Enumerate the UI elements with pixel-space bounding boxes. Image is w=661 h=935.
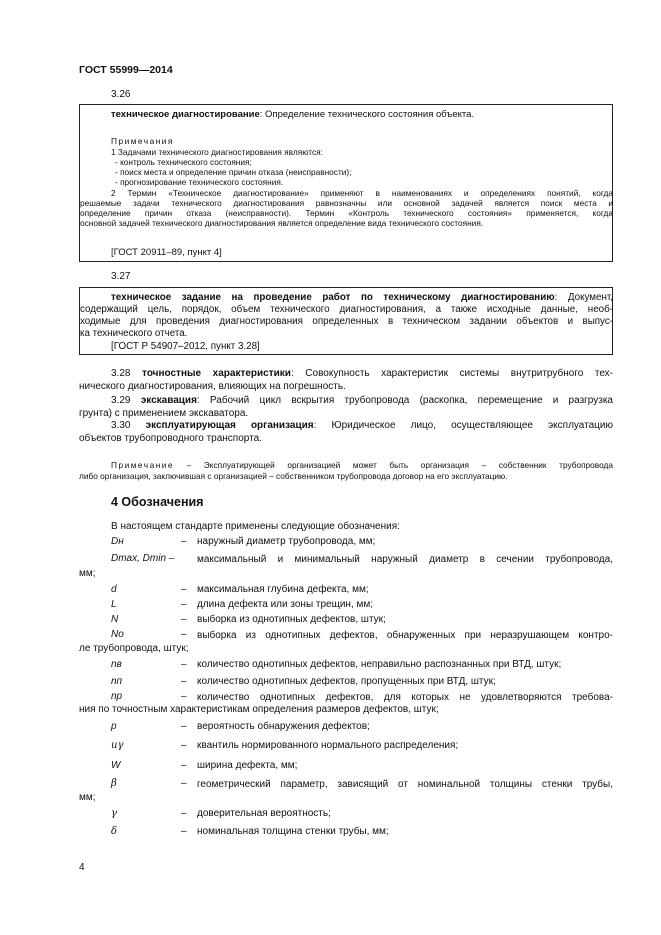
symbol-description-cont: ния по точностным характеристикам определения размеров дефектов, штук;	[79, 704, 439, 715]
term-3-26-note: - прогнозирование технического состояния.	[115, 177, 284, 187]
term-number-3-28: 3.28	[111, 368, 131, 379]
term-3-26-title: техническое диагностирование	[111, 109, 260, 120]
term-3-26-note: - поиск места и определение причин отказа (неисправности);	[115, 167, 352, 177]
term-3-28-definition: : Совокупность характеристик системы внутритрубного тех-	[290, 368, 613, 379]
symbol-dash: –	[181, 614, 187, 625]
symbol: L	[111, 599, 117, 610]
symbol: γ	[111, 808, 117, 819]
symbol: N	[111, 614, 119, 625]
symbol-dash: –	[181, 826, 187, 837]
term-3-27-line	[111, 292, 613, 303]
term-3-30-line	[111, 419, 613, 432]
symbol-dash: –	[181, 740, 187, 751]
symbol: p	[111, 721, 117, 732]
term-number-3-30: 3.30	[111, 420, 131, 431]
term-3-30-definition: : Юридическое лицо, осуществляющее эксплуатацию	[313, 420, 613, 431]
symbol-dash: –	[181, 629, 187, 640]
symbol-description: количество однотипных дефектов, для которых не удовлетворяются требова-	[197, 692, 613, 703]
symbol: nп	[111, 676, 123, 687]
note-3-30-cont: либо организация, заключившая с организацией – собственником трубопровода договор на его эксплуатацию.	[79, 471, 508, 481]
note-label: Примечание	[111, 460, 175, 470]
term-number-3-27: 3.27	[111, 271, 131, 282]
term-3-29-cont: грунта) с применением экскаватора.	[79, 408, 249, 419]
term-3-27-line: ходимые для проведения диагностирования определенных в техническом задании объектов и выпус-	[80, 316, 613, 327]
symbol-description: максимальный и минимальный наружный диаметр в сечении трубопровода,	[197, 554, 613, 565]
symbol-description: квантиль нормированного нормального распределения;	[197, 740, 459, 751]
term-3-27-source: [ГОСТ Р 54907–2012, пункт 3.28]	[111, 341, 260, 352]
symbol-dash: –	[181, 691, 187, 702]
symbol-description: геометрический параметр, зависящий от номинальной толщины стенки трубы,	[197, 779, 613, 790]
symbol: Dmax, Dmin –	[111, 553, 175, 564]
symbol: d	[111, 584, 117, 595]
symbol: δ	[111, 826, 118, 837]
document-header: ГОСТ 55999—2014	[79, 64, 173, 76]
section-heading: 4 Обозначения	[111, 495, 204, 509]
symbol-description: ширина дефекта, мм;	[197, 760, 298, 771]
note-3-30-line	[111, 460, 613, 470]
symbol: W	[111, 760, 121, 771]
term-3-27-line: содержащий цель, порядок, объем технического диагностирования, а также исходные данные, необ-	[80, 304, 613, 315]
symbol-description: количество однотипных дефектов, неправильно распознанных при ВТД, штук;	[197, 659, 562, 670]
symbol: nв	[111, 659, 122, 670]
term-3-29-definition: : Рабочий цикл вскрытия трубопровода (раскопка, перемещение и разгрузка	[196, 395, 613, 406]
symbol-description-cont: ле трубопровода, штук;	[79, 643, 189, 654]
symbol: Dн	[111, 536, 124, 547]
symbol: β	[111, 778, 117, 789]
symbol-dash: –	[181, 760, 187, 771]
term-3-26-source: [ГОСТ 20911–89, пункт 4]	[111, 247, 222, 258]
symbol-description: доверительная вероятность;	[197, 808, 331, 819]
symbol-description: длина дефекта или зоны трещин, мм;	[197, 599, 374, 610]
term-3-26-note: - контроль технического состояния;	[115, 157, 252, 167]
symbol-description: вероятность обнаружения дефектов;	[197, 721, 370, 732]
symbol: uγ	[111, 740, 124, 751]
note-text: – Эксплуатирующей организацией может быть организация – собственник трубопровода	[174, 460, 613, 470]
term-3-28-cont: нического диагностирования, влияющих на погрешность.	[79, 381, 346, 392]
symbol-dash: –	[181, 676, 187, 687]
term-number-3-29: 3.29	[111, 395, 131, 406]
term-3-28-title: точностные характеристики	[142, 368, 291, 379]
term-3-26-note: решаемые задачи технического диагностирования равнозначны или основной задачей является поиск места и	[80, 198, 613, 208]
symbol-description: количество однотипных дефектов, пропущенных при ВТД, штук;	[197, 676, 496, 687]
symbol-dash: –	[181, 599, 187, 610]
symbol-dash: –	[181, 536, 187, 547]
page-number: 4	[79, 862, 85, 873]
symbol: nр	[111, 691, 123, 702]
term-3-30-title: эксплуатирующая организация	[145, 420, 314, 431]
term-3-29-line	[111, 394, 613, 407]
term-3-27-title: техническое задание на проведение работ по техническому диагностированию	[111, 292, 555, 303]
term-3-28-line	[111, 367, 613, 380]
symbol-description-cont: мм;	[79, 792, 96, 803]
term-3-26-note: основной задачей технического диагностирования является определение вида технического состояния.	[80, 218, 484, 228]
term-3-26-line	[111, 109, 474, 120]
symbol-description: наружный диаметр трубопровода, мм;	[197, 536, 376, 547]
symbol-dash: –	[181, 659, 187, 670]
symbol-description-cont: мм;	[79, 568, 96, 579]
term-3-30-cont: объектов трубопроводного транспорта.	[79, 433, 262, 444]
term-3-26-note: 1 Задачами технического диагностирования являются:	[111, 147, 323, 157]
term-number-3-26: 3.26	[111, 89, 131, 100]
symbol-description: максимальная глубина дефекта, мм;	[197, 584, 369, 595]
term-3-26-notes-title: Примечания	[111, 136, 174, 146]
term-3-27-line: ка технического отчета.	[80, 328, 188, 339]
section-intro: В настоящем стандарте применены следующие обозначения:	[111, 521, 400, 532]
term-3-26-note: определение причин отказа (неисправности). Термин «Контроль технического состояния» применяется, когда	[80, 208, 613, 218]
symbol-description: выборка из однотипных дефектов, штук;	[197, 614, 386, 625]
term-3-27-definition: : Документ,	[554, 292, 613, 303]
symbol-description: номинальная толщина стенки трубы, мм;	[197, 826, 389, 837]
term-3-26-definition: : Определение технического состояния объекта.	[259, 109, 475, 120]
symbol-dash: –	[181, 721, 187, 732]
symbol-dash: –	[181, 778, 187, 789]
term-box-3-27	[79, 287, 613, 355]
symbol: No	[111, 629, 124, 640]
symbol-dash: –	[181, 584, 187, 595]
term-3-29-title: экскавация	[140, 395, 197, 406]
symbol-dash: –	[181, 808, 187, 819]
term-box-3-26	[79, 104, 613, 262]
term-3-26-note: 2 Термин «Техническое диагностирование» применяют в наименованиях и определениях понятий, когда	[111, 188, 613, 198]
symbol-description: выборка из однотипных дефектов, обнаруженных при неразрушающем контро-	[197, 630, 613, 641]
